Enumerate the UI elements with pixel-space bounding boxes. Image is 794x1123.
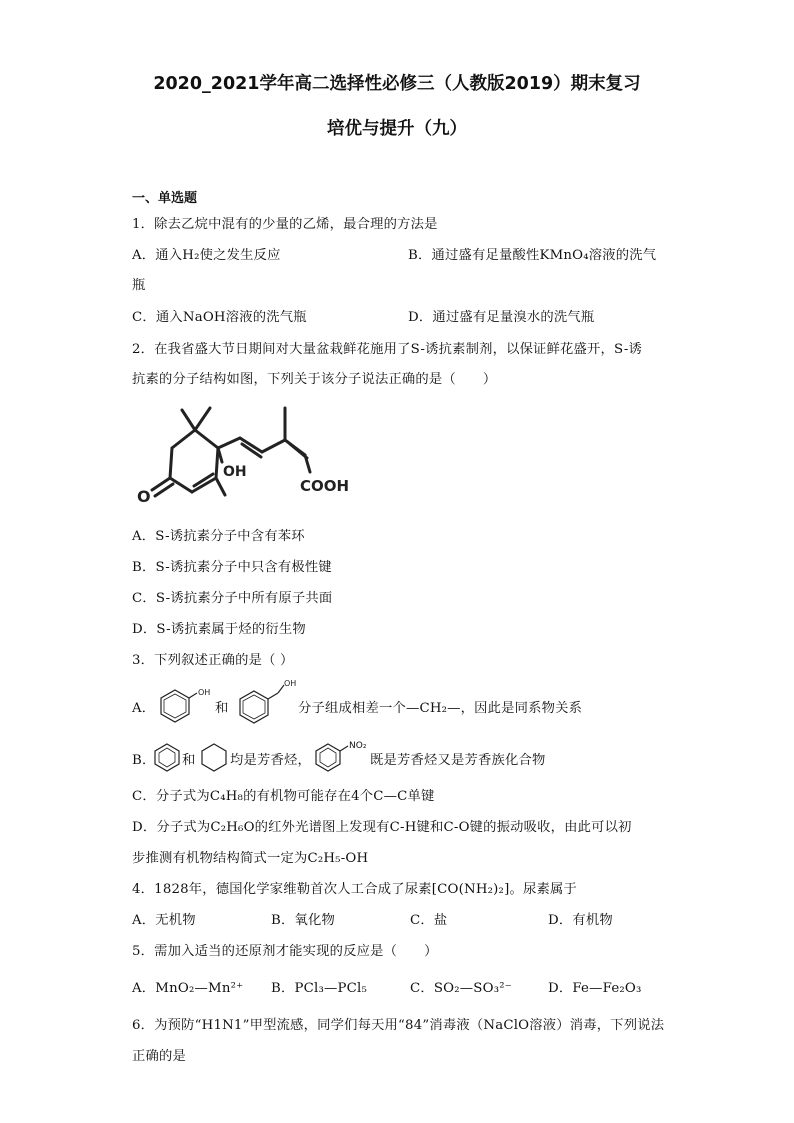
option-a: A．MnO₂—Mn²⁺ bbox=[132, 981, 244, 996]
option-d-line1: D．分子式为C₂H₆O的红外光谱图上发现有C-H键和C-O键的振动吸收，由此可以初 bbox=[132, 820, 632, 835]
option-b-continued: 瓶 bbox=[132, 278, 146, 293]
option-c: C．通入NaOH溶液的洗气瓶 bbox=[132, 310, 307, 325]
page-title: 2020_2021学年高二选择性必修三（人教版2019）期末复习 bbox=[153, 74, 641, 94]
option-c: C．S-诱抗素分子中所有原子共面 bbox=[132, 591, 333, 606]
option-b-text-1: 均是芳香烃， bbox=[230, 753, 311, 768]
benzene-structure-icon bbox=[153, 742, 181, 772]
carboxyl-label: COOH bbox=[300, 477, 350, 495]
page-subtitle: 培优与提升（九） bbox=[327, 119, 467, 139]
option-d: D．通过盛有足量溴水的洗气瓶 bbox=[408, 310, 595, 325]
option-a: A．S-诱抗素分子中含有苯环 bbox=[132, 529, 305, 544]
option-d-line2: 步推测有机物结构简式一定为C₂H₅-OH bbox=[132, 851, 369, 866]
option-c: C．分子式为C₄H₈的有机物可能存在4个C—C单键 bbox=[132, 789, 435, 804]
section-header: 一、单选题 bbox=[132, 191, 198, 206]
question-stem: 5．需加入适当的还原剂才能实现的反应是（ ） bbox=[132, 944, 438, 959]
hydroxyl-label: OH bbox=[223, 464, 247, 480]
benzyl-alcohol-structure-icon bbox=[232, 677, 302, 727]
option-d: D．Fe—Fe₂O₃ bbox=[548, 981, 642, 996]
option-d: D．有机物 bbox=[548, 913, 613, 928]
option-a-and: 和 bbox=[215, 701, 229, 716]
question-stem-line2: 抗素的分子结构如图，下列关于该分子说法正确的是（ ） bbox=[132, 372, 497, 387]
option-c: C．盐 bbox=[410, 913, 448, 928]
option-a: A．无机物 bbox=[132, 913, 196, 928]
question-stem-line2: 正确的是 bbox=[132, 1049, 186, 1064]
option-a: A．通入H₂使之发生反应 bbox=[132, 248, 281, 263]
ketone-oxygen-label: O bbox=[137, 487, 151, 506]
option-a-text: 分子组成相差一个—CH₂—，因此是同系物关系 bbox=[298, 701, 583, 716]
question-stem: 4．1828年，德国化学家维勒首次人工合成了尿素[CO(NH₂)₂]。尿素属于 bbox=[132, 882, 577, 897]
s-abscisic-acid-structure-figure bbox=[130, 400, 370, 515]
option-b: B．S-诱抗素分子中只含有极性键 bbox=[132, 560, 332, 575]
cyclohexane-structure-icon bbox=[199, 742, 229, 772]
question-stem-line1: 2．在我省盛大节日期间对大量盆栽鲜花施用了S-诱抗素制剂，以保证鲜花盛开，S-诱 bbox=[132, 342, 643, 357]
option-b: B．通过盛有足量酸性KMnO₄溶液的洗气 bbox=[408, 248, 657, 263]
option-a-label: A． bbox=[132, 701, 156, 716]
question-stem: 3．下列叙述正确的是（ ） bbox=[132, 653, 294, 668]
option-b-and: 和 bbox=[182, 753, 196, 768]
option-c: C．SO₂—SO₃²⁻ bbox=[410, 981, 512, 996]
option-b: B．氧化物 bbox=[271, 913, 335, 928]
option-b-text-2: 既是芳香烃又是芳香族化合物 bbox=[370, 753, 546, 768]
nitro-label: NO₂ bbox=[349, 741, 367, 751]
option-b: B．PCl₃—PCl₅ bbox=[271, 981, 367, 996]
option-b-label: B． bbox=[132, 753, 156, 768]
question-stem-line1: 6．为预防“H1N1”甲型流感，同学们每天用“84”消毒液（NaClO溶液）消毒，下列说法 bbox=[132, 1018, 665, 1033]
option-d: D．S-诱抗素属于烃的衍生物 bbox=[132, 622, 306, 637]
phenol-oh-label: OH bbox=[198, 688, 211, 697]
question-stem: 1．除去乙烷中混有的少量的乙烯，最合理的方法是 bbox=[132, 217, 438, 232]
phenol-structure-icon bbox=[155, 684, 215, 726]
benzyl-oh-label: OH bbox=[284, 679, 297, 688]
